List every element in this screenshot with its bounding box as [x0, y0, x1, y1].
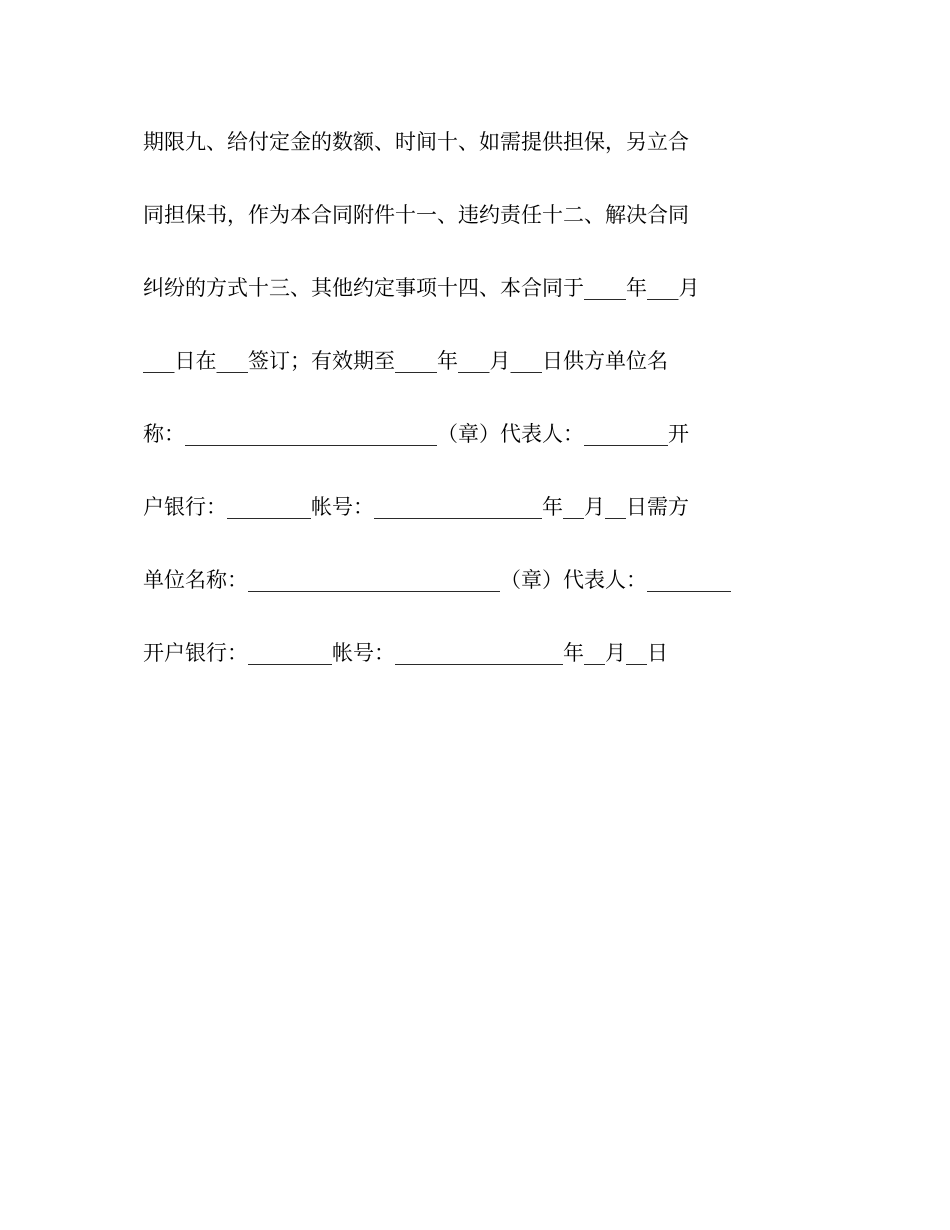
text-segment: 单位名称：________________________（章） [143, 568, 563, 592]
text-line-8 [143, 638, 803, 668]
text-line-4 [143, 346, 803, 376]
text-line-5 [143, 419, 803, 449]
text-segment: 户银行：________ [143, 495, 311, 519]
text-line-6 [143, 492, 803, 522]
text-segment: 单位名 [605, 349, 668, 373]
text-segment: 十、如需提供担保，另立合 [437, 130, 689, 154]
text-line-1 [143, 127, 803, 157]
text-segment: 十三、其他约定事项 [248, 276, 437, 300]
text-segment: 十四、本合同于____年___月 [437, 276, 700, 300]
text-line-7 [143, 565, 803, 595]
text-segment: ___日在___签订；有效期至____年___月___日 [143, 349, 563, 373]
text-segment: 供方 [563, 349, 605, 373]
text-segment: 十一、违约责任 [395, 203, 542, 227]
text-segment: 需方 [647, 495, 689, 519]
text-segment: 纠纷的方式 [143, 276, 248, 300]
text-segment: 帐号：________________年__月__日 [332, 641, 668, 665]
text-segment: 期限 [143, 130, 185, 154]
text-segment: 开 [668, 422, 689, 446]
text-segment: 同担保书，作为本合同附件 [143, 203, 395, 227]
text-segment: 称：________________________（章） [143, 422, 500, 446]
text-segment: 九、给付定金的数额、时间 [185, 130, 437, 154]
text-segment: 代表人：________ [500, 422, 668, 446]
text-segment: 帐号：________________年__月__日 [311, 495, 647, 519]
text-line-2 [143, 200, 803, 230]
text-segment: 代表人：________ [563, 568, 731, 592]
text-line-3 [143, 273, 803, 303]
text-segment: 开户银行：________ [143, 641, 332, 665]
text-segment: 十二、解决合同 [542, 203, 689, 227]
